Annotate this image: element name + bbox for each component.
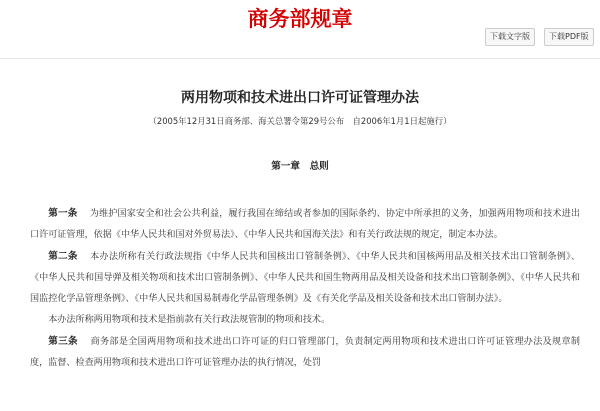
article-number: 第二条: [48, 251, 78, 262]
document-body: [30, 203, 580, 374]
document-publication-note: （2005年12月31日商务部、海关总署令第29号公布 自2006年1月1日起施行）: [148, 116, 452, 126]
article-paragraph: [30, 310, 580, 331]
article-text: 商务部是全国两用物项和技术进出口许可证的归口管理部门，负责制定两用物项和技术进出口许可证管理办法及规章制度，监督、检查两用物项和技术进出口许可证管理办法的执行情况，处罚: [30, 337, 580, 368]
article-number: 第一条: [48, 208, 78, 219]
header-divider: [0, 58, 600, 59]
article-number: 第三条: [48, 336, 78, 347]
site-section-title: 商务部规章: [247, 7, 353, 31]
article-paragraph: [30, 331, 580, 374]
article-text: 本办法所称两用物项和技术是指前款有关行政法规管制的物项和技术。: [48, 315, 331, 325]
article-text: 为维护国家安全和社会公共利益，履行我国在缔结或者参加的国际条约、协定中所承担的义务，加强两用物项和技术进出口许可证管理，依据《中华人民共和国对外贸易法》、《中华人民共和国海关法》和有关行政法规的规定，制定本办法。: [30, 209, 580, 240]
article-paragraph: [30, 203, 580, 246]
chapter-heading: 第一章 总则: [271, 161, 329, 172]
article-text: 本办法所称有关行政法规指《中华人民共和国核出口管制条例》、《中华人民共和国核两用品及相关技术出口管制条例》、《中华人民共和国导弹及相关物项和技术出口管制条例》、《中华人民共和国生物两用品及相关设备和技术出口管制条例》、《中华人民共和国监控化学品管理条例》、《中华人民共和国易制毒化学品管理条例》及《有关化学品及相关设备和技术出口管制办法》。: [30, 252, 581, 304]
download-text-button[interactable]: 下载文字版: [485, 28, 535, 46]
download-pdf-button[interactable]: 下载PDF版: [544, 28, 594, 46]
article-paragraph: [30, 246, 580, 310]
document-title: 两用物项和技术进出口许可证管理办法: [181, 90, 419, 106]
